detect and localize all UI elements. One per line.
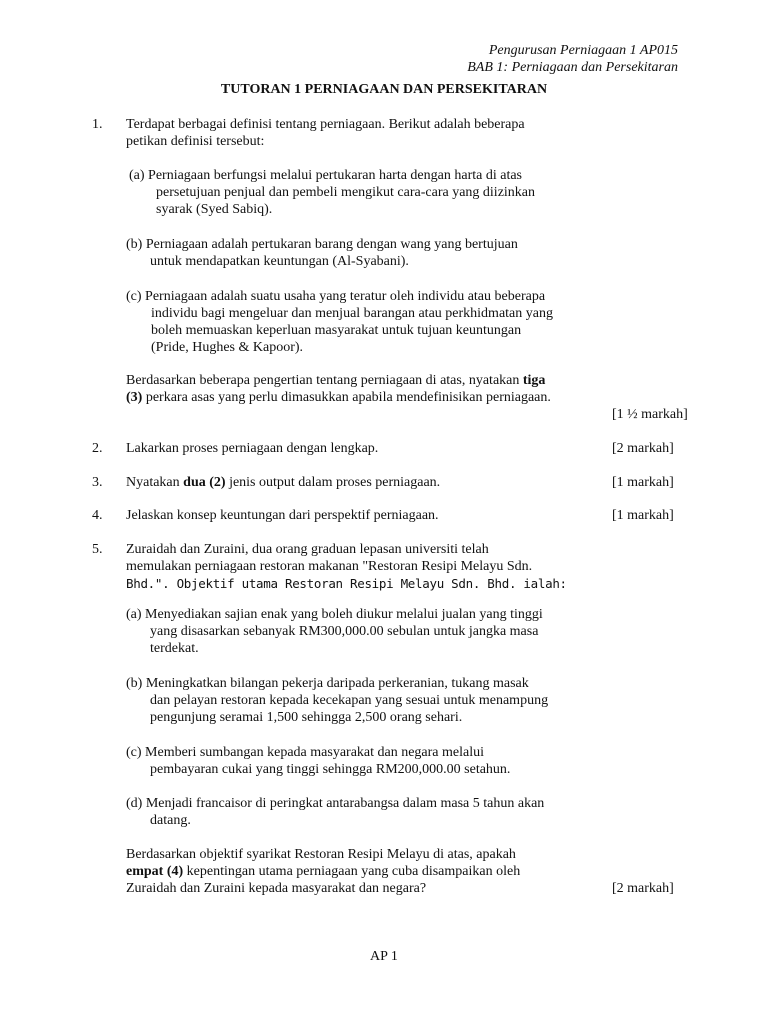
marks-label: [2 markah] <box>612 441 674 456</box>
question-text: Terdapat berbagai definisi tentang perniagaan. Berikut adalah beberapa <box>126 117 525 132</box>
objective-a: yang disasarkan sebanyak RM300,000.00 sebulan untuk jangka masa <box>150 624 539 639</box>
course-header: Pengurusan Perniagaan 1 AP015 <box>488 43 678 58</box>
question-text: Jelaskan konsep keuntungan dari perspektif perniagaan. <box>126 508 439 523</box>
question-prompt: empat (4) kepentingan utama perniagaan yang cuba disampaikan oleh <box>126 864 521 879</box>
objective-b: (b) Meningkatkan bilangan pekerja daripada perkeranian, tukang masak <box>126 676 529 691</box>
definition-a: persetujuan penjual dan pembeli mengikut cara-cara yang diizinkan <box>156 185 536 200</box>
chapter-header: BAB 1: Perniagaan dan Persekitaran <box>467 60 678 75</box>
page-title: TUTORAN 1 PERNIAGAAN DAN PERSEKITARAN <box>220 82 548 97</box>
definition-a: (a) Perniagaan berfungsi melalui pertukaran harta dengan harta di atas <box>129 168 522 183</box>
objective-d: (d) Menjadi francaisor di peringkat antarabangsa dalam masa 5 tahun akan <box>126 796 545 811</box>
objective-c: (c) Memberi sumbangan kepada masyarakat dan negara melalui <box>126 745 485 760</box>
definition-c: (c) Perniagaan adalah suatu usaha yang teratur oleh individu atau beberapa <box>126 289 546 304</box>
definition-c: boleh memuaskan keperluan masyarakat untuk tujuan keuntungan <box>151 323 522 338</box>
definition-c: (Pride, Hughes & Kapoor). <box>151 340 304 355</box>
page-footer: AP 1 <box>370 949 398 964</box>
question-number: 2. <box>92 441 103 456</box>
question-text: memulakan perniagaan restoran makanan "Restoran Resipi Melayu Sdn. <box>126 559 533 574</box>
objective-a: terdekat. <box>150 641 199 656</box>
question-text: Nyatakan dua (2) jenis output dalam proses perniagaan. <box>126 475 441 490</box>
question-prompt: (3) perkara asas yang perlu dimasukkan apabila mendefinisikan perniagaan. <box>126 390 551 405</box>
question-text: Zuraidah dan Zuraini, dua orang graduan lepasan universiti telah <box>126 542 489 557</box>
objective-b: pengunjung seramai 1,500 sehingga 2,500 orang sehari. <box>150 710 463 725</box>
marks-label: [1 markah] <box>612 475 674 490</box>
question-prompt: Berdasarkan objektif syarikat Restoran Resipi Melayu di atas, apakah <box>126 847 516 862</box>
question-number: 1. <box>92 117 103 132</box>
question-number: 5. <box>92 542 103 557</box>
objective-d: datang. <box>150 813 191 828</box>
question-text: petikan definisi tersebut: <box>126 134 265 149</box>
question-prompt: Zuraidah dan Zuraini kepada masyarakat dan negara? <box>126 881 427 896</box>
definition-b: untuk mendapatkan keuntungan (Al-Syabani). <box>150 254 409 269</box>
marks-label: [1 ½ markah] <box>612 407 688 422</box>
question-text: Bhd.". Objektif utama Restoran Resipi Melayu Sdn. Bhd. ialah: <box>126 576 567 591</box>
objective-a: (a) Menyediakan sajian enak yang boleh diukur melalui jualan yang tinggi <box>126 607 543 622</box>
marks-label: [1 markah] <box>612 508 674 523</box>
objective-c: pembayaran cukai yang tinggi sehingga RM200,000.00 setahun. <box>150 762 511 777</box>
question-text: Lakarkan proses perniagaan dengan lengkap. <box>126 441 379 456</box>
question-number: 3. <box>92 475 103 490</box>
question-number: 4. <box>92 508 103 523</box>
objective-b: dan pelayan restoran kepada kecekapan yang sesuai untuk menampung <box>150 693 549 708</box>
definition-c: individu bagi mengeluar dan menjual barangan atau perkhidmatan yang <box>151 306 553 321</box>
marks-label: [2 markah] <box>612 881 674 896</box>
definition-b: (b) Perniagaan adalah pertukaran barang dengan wang yang bertujuan <box>126 237 518 252</box>
question-prompt: Berdasarkan beberapa pengertian tentang perniagaan di atas, nyatakan tiga <box>126 373 546 388</box>
definition-a: syarak (Syed Sabiq). <box>156 202 273 217</box>
